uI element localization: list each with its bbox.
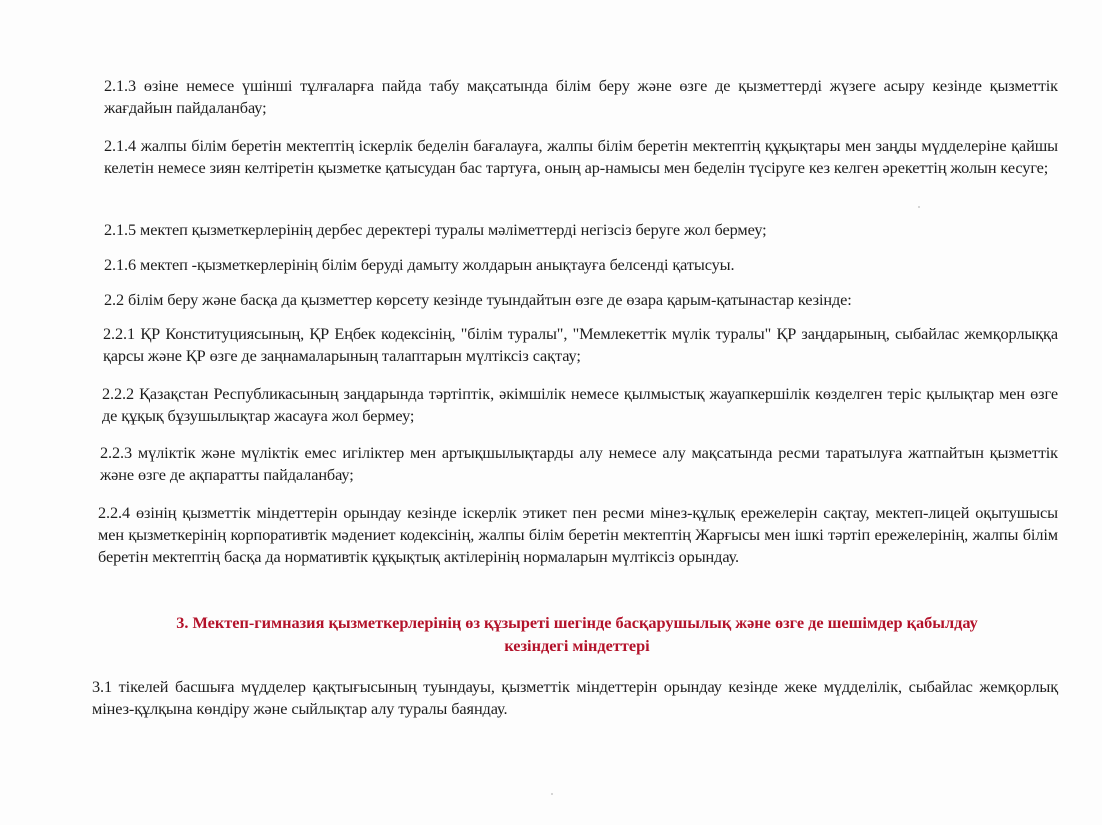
section-3-heading-line-1: 3. Мектеп-гимназия қызметкерлерінің өз құзыреті шегінде басқарушылық және өзге де шешімдер қабылдау <box>176 613 978 632</box>
scan-speck <box>918 206 920 208</box>
paragraph-2-1-6: 2.1.6 мектеп -қызметкерлерінің білім беруді дамыту жолдарын анықтауға белсенді қатысуы. <box>104 255 735 274</box>
paragraph-2-2-4: 2.2.4 өзінің қызметтік міндеттерін орындау кезінде іскерлік этикет пен ресми мінез-құлық ережелерін сақтау, мектеп-лицей оқытушысы мен қызметкерінің корпоративтік мәдениет кодексінің, жалпы білім беретін мектептің Жарғысы мен ішкі тәртіп ережелерінің, жалпы білім беретін мектептің басқа да нормативтік құқықтық актілерінің нормаларын мүлтіксіз орындау. <box>98 503 1058 566</box>
section-3-heading-line-2: кезіндегі міндеттері <box>504 636 650 655</box>
scan-speck <box>551 793 553 795</box>
paragraph-2-2-1: 2.2.1 ҚР Конституциясының, ҚР Еңбек кодексінің, "білім туралы", "Мемлекеттік мүлік туралы" ҚР заңдарының, сыбайлас жемқорлыққа қарсы және ҚР өзге де заңнамаларының талаптарын мүлтіксіз сақтау; <box>103 324 1058 365</box>
paragraph-2-2-2: 2.2.2 Қазақстан Республикасының заңдарында тәртіптік, әкімшілік немесе қылмыстық жауапкершілік көзделген теріс қылықтар мен өзге де құқық бұзушылықтар жасауға жол бермеу; <box>102 384 1058 425</box>
paragraph-2-1-4: 2.1.4 жалпы білім беретін мектептің іскерлік беделін бағалауға, жалпы білім беретін мектептің құқықтары мен заңды мүдделеріне қайшы келетін немесе зиян келтіретін қызметке қатысудан бас тартуға, оның ар-намысы мен беделін түсіруге кез келген әрекеттің жолын кесуге; <box>104 136 1058 177</box>
paragraph-2-2-3: 2.2.3 мүліктік және мүліктік емес игіліктер мен артықшылықтарды алу немесе алу мақсатында ресми таратылуға жатпайтын қызметтік және өзге де ақпаратты пайдаланбау; <box>100 443 1058 484</box>
paragraph-2-1-3: 2.1.3 өзіне немесе үшінші тұлғаларға пайда табу мақсатында білім беру және өзге де қызметтерді жүзеге асыру кезінде қызметтік жағдайын пайдаланбау; <box>104 76 1058 117</box>
paragraph-2-1-5: 2.1.5 мектеп қызметкерлерінің дербес деректері туралы мәліметтерді негізсіз беруге жол бермеу; <box>104 220 767 239</box>
paragraph-2-2: 2.2 білім беру және басқа да қызметтер көрсету кезінде туындайтын өзге де өзара қарым-қатынастар кезінде: <box>104 290 852 309</box>
paragraph-3-1: 3.1 тікелей басшыға мүдделер қақтығысының туындауы, қызметтік міндеттерін орындау кезінде жеке мүдделілік, сыбайлас жемқорлық мінез-құлқына көндіру және сыйлықтар алу туралы баяндау. <box>92 677 1058 718</box>
section-3-heading <box>98 611 1056 657</box>
